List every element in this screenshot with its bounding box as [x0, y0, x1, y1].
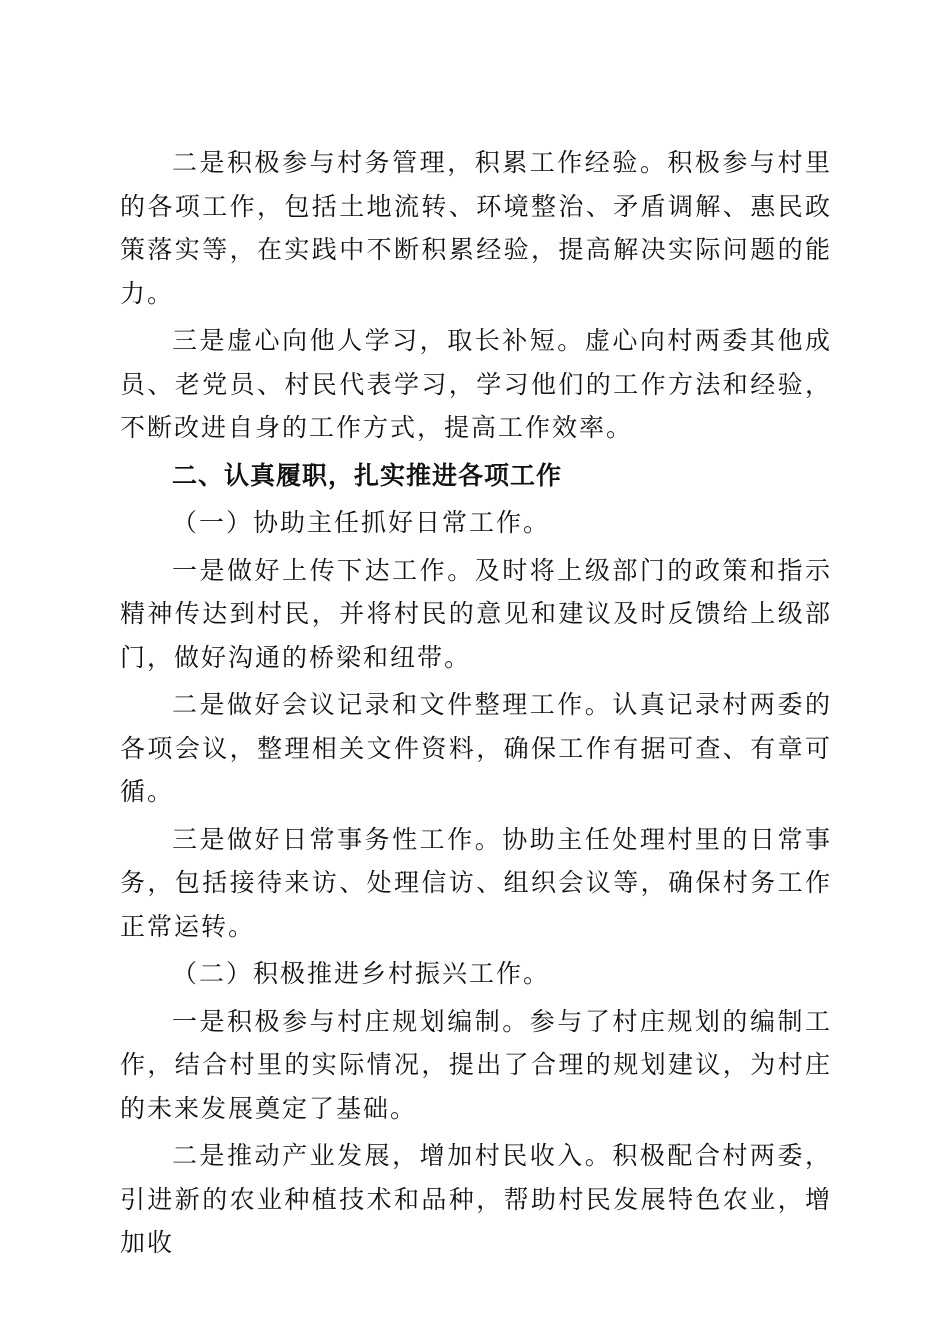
paragraph-text: 及时将上级部门的政策和指示精神传达到村民，并将村民的意见和建议及时反馈给上级部门，做好沟通的桥梁和纽带。: [120, 555, 832, 672]
paragraph-text: 积极参与村里的各项工作，包括土地流转、环境整治、矛盾调解、惠民政策落实等，在实践中不断积累经验，提高解决实际问题的能力。: [120, 148, 832, 308]
paragraph: [120, 818, 832, 949]
paragraph-lead: 二是积极参与村务管理，积累工作经验。: [172, 148, 668, 177]
paragraph-text: 积极配合村两委，引进新的农业种植技术和品种，帮助村民发展特色农业，增加收: [120, 1141, 832, 1257]
paragraph: [120, 1000, 832, 1131]
paragraph-text: 虚心向村两委其他成员、老党员、村民代表学习，学习他们的工作方法和经验，不断改进自身的工作方式，提高工作效率。: [120, 326, 832, 442]
paragraph-lead: 二是推动产业发展，增加村民收入。: [172, 1141, 613, 1170]
paragraph: [120, 319, 832, 450]
paragraph: [120, 683, 832, 814]
paragraph-lead: 三是做好日常事务性工作。: [172, 824, 503, 854]
paragraph-text: 参与了村庄规划的编制工作，结合村里的实际情况，提出了合理的规划建议，为村庄的未来发展奠定了基础。: [120, 1006, 832, 1123]
paragraph: [120, 1134, 832, 1265]
paragraph-lead: 二是做好会议记录和文件整理工作。: [172, 690, 613, 719]
subsection-heading: （二）积极推进乡村振兴工作。: [172, 959, 551, 988]
subsection-heading: （一）协助主任抓好日常工作。: [172, 508, 551, 537]
document-body: [120, 141, 832, 1269]
paragraph-text: 协助主任处理村里的日常事务，包括接待来访、处理信访、组织会议等，确保村务工作正常运转。: [120, 824, 832, 941]
paragraph-lead: 一是积极参与村庄规划编制。: [172, 1006, 530, 1036]
paragraph-lead: 三是虚心向他人学习，取长补短。: [172, 326, 585, 355]
paragraph: [120, 549, 832, 680]
paragraph: [120, 141, 832, 315]
section-heading: 二、认真履职，扎实推进各项工作: [172, 460, 563, 490]
paragraph-text: 认真记录村两委的各项会议，整理相关文件资料，确保工作有据可查、有章可循。: [120, 690, 832, 806]
paragraph-lead: 一是做好上传下达工作。: [172, 555, 475, 585]
